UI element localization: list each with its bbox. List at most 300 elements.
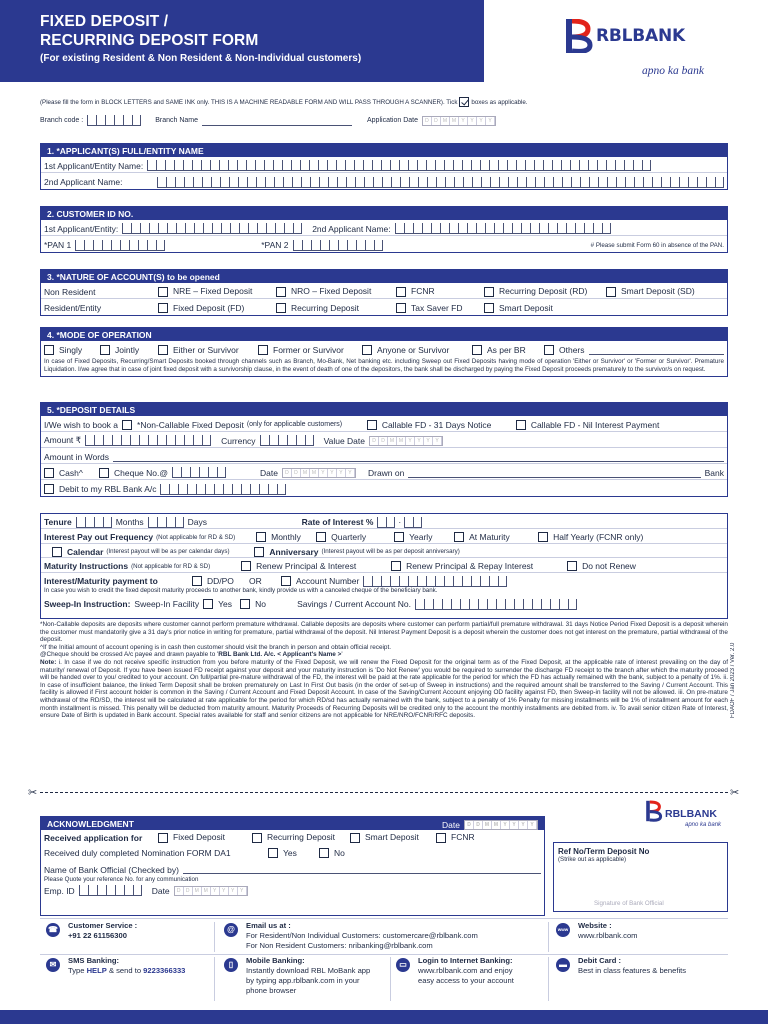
option-label: Recurring Deposit [291, 302, 360, 313]
option-label: Recurring Deposit [267, 832, 336, 843]
tick-example-icon [459, 97, 469, 107]
section-tenure [40, 513, 728, 619]
customer-service-text [68, 921, 137, 941]
rate-label: Rate of Interest % [301, 517, 374, 527]
tenure-days-input[interactable] [148, 517, 184, 528]
amount-row [41, 432, 727, 448]
rd-option[interactable] [484, 286, 606, 297]
sms-heading: SMS Banking: [68, 956, 120, 965]
ack-date-group [442, 819, 538, 830]
sms-text [68, 956, 185, 976]
section-3-title: 3. *NATURE OF ACCOUNT(S) to be opened [41, 270, 727, 283]
anniversary-label: Anniversary [269, 546, 319, 557]
checkbox[interactable] [396, 303, 406, 313]
logo-text-small: RBLBANK [665, 808, 717, 820]
option-label: Former or Survivor [273, 344, 344, 355]
cut-line [40, 792, 728, 793]
option-label: Others [559, 344, 585, 355]
divider [548, 922, 549, 952]
sweep-label: Sweep-In Instruction: [44, 599, 131, 609]
emp-id-input[interactable] [79, 885, 142, 896]
email-heading: Email us at : [246, 921, 291, 930]
sweep-yes-checkbox[interactable] [203, 599, 213, 609]
email-text [246, 921, 478, 951]
calendar-label: Calendar [67, 546, 104, 557]
option-label: Smart Deposit [499, 302, 553, 313]
months-label: Months [115, 517, 144, 527]
days-label: Days [187, 517, 207, 527]
footer-bar [0, 1010, 768, 1024]
payout-half-yearly[interactable] [538, 532, 643, 543]
checkbox[interactable] [256, 532, 266, 542]
section-4-title: 4. *MODE OF OPERATION [41, 328, 727, 341]
nre-fd-option[interactable] [158, 286, 276, 297]
customer-service [46, 921, 206, 955]
cash-checkbox[interactable] [44, 468, 54, 478]
applicant1-name-input[interactable] [147, 160, 651, 171]
cheque-label: Cheque No.@ [114, 467, 168, 478]
callable31-checkbox[interactable] [367, 420, 377, 430]
drawn-on-label: Drawn on [367, 467, 405, 478]
checkbox[interactable] [44, 345, 54, 355]
website-text [578, 921, 638, 941]
checkbox[interactable] [158, 833, 168, 843]
non-resident-label: Non Resident [44, 286, 96, 297]
mode-former-survivor[interactable] [258, 345, 362, 356]
ack-date-label: Date [442, 819, 460, 830]
ack-official-row [41, 863, 544, 876]
payment-to-row [41, 573, 727, 587]
instructions-text-b: boxes as applicable. [471, 98, 528, 106]
checkbox[interactable] [241, 561, 251, 571]
customer-id-row [41, 220, 727, 236]
nomination-yes-checkbox[interactable] [268, 848, 278, 858]
note-cheque-c: ' [341, 651, 343, 659]
applicant1-row [41, 157, 727, 173]
email-nri[interactable]: For Non Resident Customers: nribanking@rblbank.com [246, 941, 433, 950]
mode-others[interactable] [544, 345, 585, 356]
option-label: NRO – Fixed Deposit [291, 286, 372, 297]
customer-id-2-label: 2nd Applicant Name: [312, 223, 391, 234]
checkbox[interactable] [436, 833, 446, 843]
email-us [224, 921, 544, 955]
note-main-text: i. In case if we do not receive specific instruction from you before maturity of the Fixed Deposit, we will renew the Fixed Deposit for the original term as of the Fixed Deposit, at the applicable rate of interest prevailing on the day of maturity/ renewal of Deposit. If you have been issued FD receipt against your deposit and your maturity instruction is 'Do Not Renew' you would be required to surrender the discharge FD receipt to the branch after which the maturity proceed will be handed over to you/ credited to your account. On full/partial pre-mature withdrawal of the FD, the interest will be paid at the rate applicable for the period for which the FD has actually remained with the bank, subject to a penalty of 1%. ii. In case of insufficient balance, the linked Term Deposit shall be broken prematurely on Last In First Out basis (in the order of set-up of Sweep in instructions) and the required amount shall be transferred to the Saving / Current Account. This facility is allowed if First account holder is common in the Saving / Current Account and Fixed Deposit Account. In case of the Saving/Current Account enjoying OD facility against FD, then Sweep-in facility will not be allowed. iii. On pre-mature withdrawal of the RD/SD, the interest will be calculated at rate applicable for the period for which RD/sd has actually remained with the bank, subject to a penalty of 1% Penalty for missing installments will be 1% of installment amount for each month installment is missed. This penalty will be deducted from maturity amount. Maturity Proceeds of Recurring Deposits will be credited only to the account the monthly installments are debited from. iv. To avail senior citizen Rate of Interest, ensure Date of Birth is updated in Bank account. Special rates available for staff and senior citizens are not applicable for NRE/NRO/FCNR/RFC deposits. [40, 658, 728, 720]
anniversary-checkbox[interactable] [254, 547, 264, 557]
customer-id-1-label: 1st Applicant/Entity: [44, 223, 119, 234]
smart-deposit-option[interactable] [484, 303, 553, 314]
non-callable-note: (only for applicable customers) [246, 421, 343, 428]
mode-either-survivor[interactable] [158, 345, 258, 356]
scissors-icon: ✂ [28, 787, 38, 799]
branch-row [40, 115, 728, 126]
notes [40, 621, 728, 720]
payout-yearly[interactable] [394, 532, 454, 543]
amount-label: Amount ₹ [44, 435, 82, 445]
divider [390, 957, 391, 1001]
checkbox[interactable] [276, 287, 286, 297]
debit-heading: Debit Card : [578, 956, 622, 965]
sweep-facility-label: Sweep-In Facility [134, 599, 200, 609]
signature-label: Signature of Bank Official [594, 900, 664, 907]
option-label: At Maturity [469, 531, 510, 542]
cheque-date-label: Date [260, 467, 278, 478]
form-header [0, 0, 484, 82]
callable31-label: Callable FD - 31 Days Notice [381, 419, 492, 430]
customer-id-1-input[interactable] [122, 223, 302, 234]
mobile-line2: by typing app.rblbank.com in your [246, 976, 360, 985]
sweep-account-input[interactable] [415, 599, 577, 610]
form-version: FDAOF / Jan 2023 / Ver. 2.0 [730, 642, 736, 718]
decimal-point: · [398, 517, 402, 527]
debit-card [556, 956, 726, 990]
branch-code-input[interactable] [87, 115, 141, 126]
bank-label: Bank [704, 467, 724, 478]
amount-words-input[interactable] [113, 452, 724, 462]
option-label: Either or Survivor [173, 344, 239, 355]
option-label: Jointly [115, 344, 140, 355]
services-divider [40, 954, 728, 955]
checkbox[interactable] [454, 532, 464, 542]
logo-text: RBLBANK [596, 26, 685, 46]
mode-as-per-br[interactable] [472, 345, 544, 356]
section-mode-of-operation [40, 327, 728, 377]
sms-keyword: HELP [86, 966, 107, 975]
section-nature-of-account [40, 269, 728, 316]
application-date-label: Application Date [367, 117, 418, 124]
section-applicant-name [40, 143, 728, 190]
recurring-option[interactable] [276, 303, 396, 314]
debit-line1: Best in class features & benefits [578, 966, 687, 975]
option-label: FCNR [451, 832, 475, 843]
ack-title: ACKNOWLEDGMENT [47, 819, 134, 829]
checkbox[interactable] [394, 532, 404, 542]
payout-quarterly[interactable] [316, 532, 394, 543]
account-checkbox[interactable] [281, 576, 291, 586]
note-main [40, 659, 728, 720]
checkbox[interactable] [362, 345, 372, 355]
instructions-text-a: (Please fill the form in BLOCK LETTERS and SAME INK only. THIS IS A MACHINE READABLE FORM AND WILL PASS THROUGH A SCANNER). Tick [40, 98, 458, 106]
pan1-input[interactable] [75, 240, 165, 251]
ref-note: (Strike out as applicable) [558, 856, 627, 863]
sms-banking [46, 956, 206, 990]
checkbox[interactable] [538, 532, 548, 542]
cheque-date-input[interactable]: D D M M Y Y Y Y [282, 468, 356, 478]
pan-row [41, 236, 727, 252]
payout-label: Interest Pay out Frequency [44, 532, 154, 542]
payout-monthly[interactable] [256, 532, 316, 543]
callable-nil-label: Callable FD - Nil Interest Payment [530, 419, 660, 430]
ack-sd-option[interactable] [350, 832, 436, 843]
checkbox[interactable] [158, 287, 168, 297]
note-cheque-a: @Cheque should be crossed A/c payee and drawn payable to ' [40, 651, 219, 659]
resident-label: Resident/Entity [44, 303, 102, 313]
sd-option[interactable] [606, 286, 695, 297]
maturity-renew-pi[interactable] [241, 561, 391, 572]
applicant2-row [41, 173, 727, 189]
ack-nomination-row [41, 845, 544, 860]
sweep-no-checkbox[interactable] [240, 599, 250, 609]
calendar-checkbox[interactable] [52, 547, 62, 557]
debit-row [41, 480, 727, 496]
nomination-no-label: No [334, 847, 345, 858]
divider [214, 922, 215, 952]
currency-input[interactable] [260, 435, 314, 446]
checkbox[interactable] [484, 303, 494, 313]
payout-maturity[interactable] [454, 532, 538, 543]
checkbox[interactable] [100, 345, 110, 355]
form-title-line2: RECURRING DEPOSIT FORM [40, 32, 259, 49]
website [556, 921, 726, 955]
rate-dec-input[interactable] [404, 517, 422, 528]
checkbox[interactable] [350, 833, 360, 843]
instructions [40, 97, 528, 107]
mobile-line3: phone browser [246, 986, 297, 995]
form-title-line1: FIXED DEPOSIT / [40, 13, 169, 30]
note-cheque-b: RBL Bank Ltd. A/c. < Applicant's Name > [218, 651, 342, 659]
sweep-row [41, 596, 727, 610]
tax-saver-option[interactable] [396, 303, 484, 314]
official-label: Name of Bank Official (Checked by) [44, 864, 179, 875]
pan2-label: *PAN 2 [261, 240, 289, 250]
ref-title: Ref No/Term Deposit No [558, 847, 650, 856]
internet-heading: Login to Internet Banking: [418, 956, 513, 965]
amount-words-label: Amount in Words [44, 451, 110, 462]
ack-date-input[interactable]: D D M M Y Y Y Y [464, 820, 538, 830]
maturity-renew-p[interactable] [391, 561, 567, 572]
note-cheque [40, 651, 728, 659]
option-label: Smart Deposit (SD) [621, 286, 695, 297]
deposit-type-row [41, 416, 727, 432]
laptop-icon: ▭ [396, 958, 410, 972]
section-1-title: 1. *APPLICANT(S) FULL/ENTITY NAME [41, 144, 727, 157]
payment-to-label: Interest/Maturity payment to [44, 576, 158, 586]
amount-input[interactable] [85, 435, 211, 446]
ack-date2-label: Date [151, 885, 170, 896]
drawn-on-input[interactable] [408, 468, 700, 478]
email-resident[interactable]: For Resident/Non Individual Customers: customercare@rblbank.com [246, 931, 478, 940]
checkbox[interactable] [276, 303, 286, 313]
option-label: Fixed Deposit [173, 832, 225, 843]
email-icon: @ [224, 923, 238, 937]
checkbox[interactable] [484, 287, 494, 297]
option-label: Tax Saver FD [411, 302, 463, 313]
maturity-label: Maturity Instructions [44, 561, 129, 571]
internet-line2: easy access to your account [418, 976, 514, 985]
application-date-input[interactable]: D D M M Y Y Y Y [422, 116, 496, 126]
calendar-row [41, 544, 727, 558]
phone-icon: ☎ [46, 923, 60, 937]
logo-tagline-small: apno ka bank [685, 822, 722, 828]
cash-label: Cash^ [59, 467, 83, 478]
ack-received-row [41, 830, 544, 845]
nomination-yes-label: Yes [283, 847, 297, 858]
branch-code-label: Branch code : [40, 117, 84, 124]
sms-part-a: Type [68, 966, 87, 975]
mobile-line1: Instantly download RBL MoBank app [246, 966, 371, 975]
option-label: NRE – Fixed Deposit [173, 286, 253, 297]
mobile-banking [224, 956, 389, 995]
option-label: Renew Principal & Repay Interest [406, 560, 534, 571]
mode-options-row [41, 341, 727, 357]
mobile-heading: Mobile Banking: [246, 956, 305, 965]
debit-checkbox[interactable] [44, 484, 54, 494]
rbl-logo [564, 16, 734, 86]
option-label: Monthly [271, 531, 301, 542]
nomination-no-checkbox[interactable] [319, 848, 329, 858]
checkbox[interactable] [316, 532, 326, 542]
section-5-title: 5. *DEPOSIT DETAILS [41, 403, 727, 416]
rbl-logo-icon [564, 19, 594, 53]
note-callable: *Non-Callable deposits are deposits where customer cannot perform premature withdrawal. Callable deposits are deposits where customer can perform partial/full premature withdrawal. 31 days Notice Period Fixed Deposit is a deposit wherein the customer must mandatorily give a 31 day's prior notice in writing for premature, partial withdrawal of the deposit. Nil Interest Payment Deposit is a deposit wherein the customer does not get interest on the premature, partial withdrawal of the deposit. [40, 621, 728, 644]
branch-name-label: Branch Name [155, 117, 198, 124]
website-heading: Website : [578, 921, 612, 930]
tenure-months-input[interactable] [76, 517, 112, 528]
cheque-number-input[interactable] [172, 467, 226, 478]
mode-singly[interactable] [44, 345, 100, 356]
value-date-input[interactable]: D D M M Y Y Y Y [369, 436, 443, 446]
account-number-label: Account Number [296, 576, 360, 586]
applicant2-name-input[interactable] [157, 177, 724, 188]
sms-icon: ✉ [46, 958, 60, 972]
transfer-note: In case you wish to credit the fixed deposit maturity proceeds to another bank, kindly provide us with a canceled cheque of the beneficiary bank. [44, 587, 438, 594]
mode-jointly[interactable] [100, 345, 158, 356]
non-callable-checkbox[interactable] [122, 420, 132, 430]
ack-fd-option[interactable] [158, 832, 252, 843]
option-label: Quarterly [331, 531, 367, 542]
debit-account-input[interactable] [160, 484, 286, 495]
ack-date2-input[interactable]: D D M M Y Y Y Y [174, 886, 248, 896]
card-icon: ▬ [556, 958, 570, 972]
option-label: Smart Deposit [365, 832, 419, 843]
value-date-label: Value Date [323, 435, 365, 446]
option-label: Fixed Deposit (FD) [173, 302, 245, 313]
section-customer-id [40, 206, 728, 253]
resident-row [41, 299, 727, 315]
ack-title-bar [41, 817, 544, 830]
sms-instruction [68, 966, 185, 976]
services-divider [40, 918, 728, 919]
internet-text [418, 956, 514, 986]
web-icon: www [556, 923, 570, 937]
branch-name-input[interactable] [202, 116, 352, 126]
tenure-label: Tenure [44, 517, 72, 527]
non-callable-label: *Non-Callable Fixed Deposit [137, 419, 244, 430]
payout-note: (Not applicable for RD & SD) [156, 533, 236, 541]
checkbox[interactable] [158, 345, 168, 355]
nomination-label: Received duly completed Nomination FORM DA1 [44, 847, 231, 858]
anniversary-note: (Interest payout will be as per deposit anniversary) [321, 548, 460, 555]
internet-banking [396, 956, 546, 990]
received-for-label: Received application for [44, 832, 143, 843]
sweep-yes-label: Yes [218, 599, 233, 609]
pan-note: # Please submit Form 60 in absence of the PAN. [590, 241, 724, 249]
checkbox[interactable] [606, 287, 616, 297]
maturity-no-renew[interactable] [567, 561, 636, 572]
checkbox[interactable] [158, 303, 168, 313]
form-subtitle: (For existing Resident & Non Resident & Non-Individual customers) [40, 53, 362, 64]
divider [214, 957, 215, 1001]
checkbox[interactable] [472, 345, 482, 355]
maturity-row [41, 558, 727, 573]
amount-words-row [41, 448, 727, 464]
option-label: Yearly [409, 531, 433, 542]
option-label: As per BR [487, 344, 526, 355]
ddpo-checkbox[interactable] [192, 576, 202, 586]
website-link[interactable]: www.rblbank.com [578, 931, 638, 940]
ddpo-label: DD/PO [207, 576, 234, 586]
calendar-note: (Interest payout will be as per calendar days) [106, 548, 230, 555]
cheque-checkbox[interactable] [99, 468, 109, 478]
payment-account-input[interactable] [363, 576, 507, 587]
rbl-logo-icon [645, 800, 663, 822]
customer-id-2-input[interactable] [395, 223, 611, 234]
debit-label: Debit to my RBL Bank A/c [59, 484, 157, 494]
checkbox[interactable] [391, 561, 401, 571]
acknowledgment-section [40, 816, 545, 916]
mode-disclaimer: In case of Fixed Deposits, Recurring/Smart Deposits booked through channels such as Branch, Mo-Bank, Net banking etc. including Sweep out Fixed Deposits having mode of operation 'Either or Survivor' or 'Former or Survivor'. Premature Liquidation. I/we agree that in case of joint fixed deposit with a survivorship clause, in the event of death of one of the depositors, the bank shall be discharged by paying the Fixed Deposit proceeds prematurely to the survivor/s on request. [44, 358, 724, 373]
emp-id-label: Emp. ID [44, 885, 75, 896]
applicant2-label: 2nd Applicant Name: [44, 177, 123, 187]
internet-line1: www.rblbank.com and enjoy [418, 966, 513, 975]
option-label: Do not Renew [582, 560, 636, 571]
mobile-icon: ▯ [224, 958, 238, 972]
wish-label: I/We wish to book a [44, 419, 119, 430]
ack-fcnr-option[interactable] [436, 832, 475, 843]
option-label: Recurring Deposit (RD) [499, 286, 588, 297]
applicant1-label: 1st Applicant/Entity Name: [44, 160, 144, 171]
rate-int-input[interactable] [377, 517, 395, 528]
currency-label: Currency [221, 435, 256, 446]
section-deposit-details [40, 402, 728, 497]
note-cash: ^If the Initial amount of account opening is in cash then customer should visit the branch in person and obtain official receipt. [40, 643, 392, 651]
pan2-input[interactable] [293, 240, 383, 251]
debit-text [578, 956, 686, 976]
payout-row [41, 529, 727, 544]
sms-part-c: & send to [106, 966, 144, 975]
option-label: Half Yearly (FCNR only) [553, 531, 644, 542]
checkbox[interactable] [567, 561, 577, 571]
rbl-logo-small [645, 798, 735, 832]
quote-note: Please Quote your reference No. for any communication [44, 876, 199, 883]
official-name-input[interactable] [183, 865, 541, 874]
pan1-label: *PAN 1 [44, 240, 72, 250]
non-resident-row [41, 283, 727, 299]
fd-option[interactable] [158, 303, 276, 314]
reference-box [553, 842, 728, 912]
or-label: OR [249, 576, 262, 586]
sweep-no-label: No [255, 599, 267, 609]
scissors-icon: ✂ [730, 787, 740, 799]
checkbox[interactable] [544, 345, 554, 355]
option-label: Anyone or Survivor [377, 344, 450, 355]
checkbox[interactable] [396, 287, 406, 297]
divider [548, 957, 549, 1001]
option-label: Renew Principal & Interest [256, 560, 357, 571]
nro-fd-option[interactable] [276, 286, 396, 297]
section-2-title: 2. CUSTOMER ID NO. [41, 207, 727, 220]
fcnr-option[interactable] [396, 286, 484, 297]
checkbox[interactable] [252, 833, 262, 843]
mobile-text [246, 956, 370, 996]
tenure-row [41, 514, 727, 529]
checkbox[interactable] [258, 345, 268, 355]
others-input[interactable] [589, 346, 724, 355]
ack-emp-row [41, 883, 544, 898]
mode-anyone-survivor[interactable] [362, 345, 472, 356]
ack-rd-option[interactable] [252, 832, 350, 843]
customer-service-number[interactable]: +91 22 61156300 [68, 931, 127, 940]
callable-nil-checkbox[interactable] [516, 420, 526, 430]
